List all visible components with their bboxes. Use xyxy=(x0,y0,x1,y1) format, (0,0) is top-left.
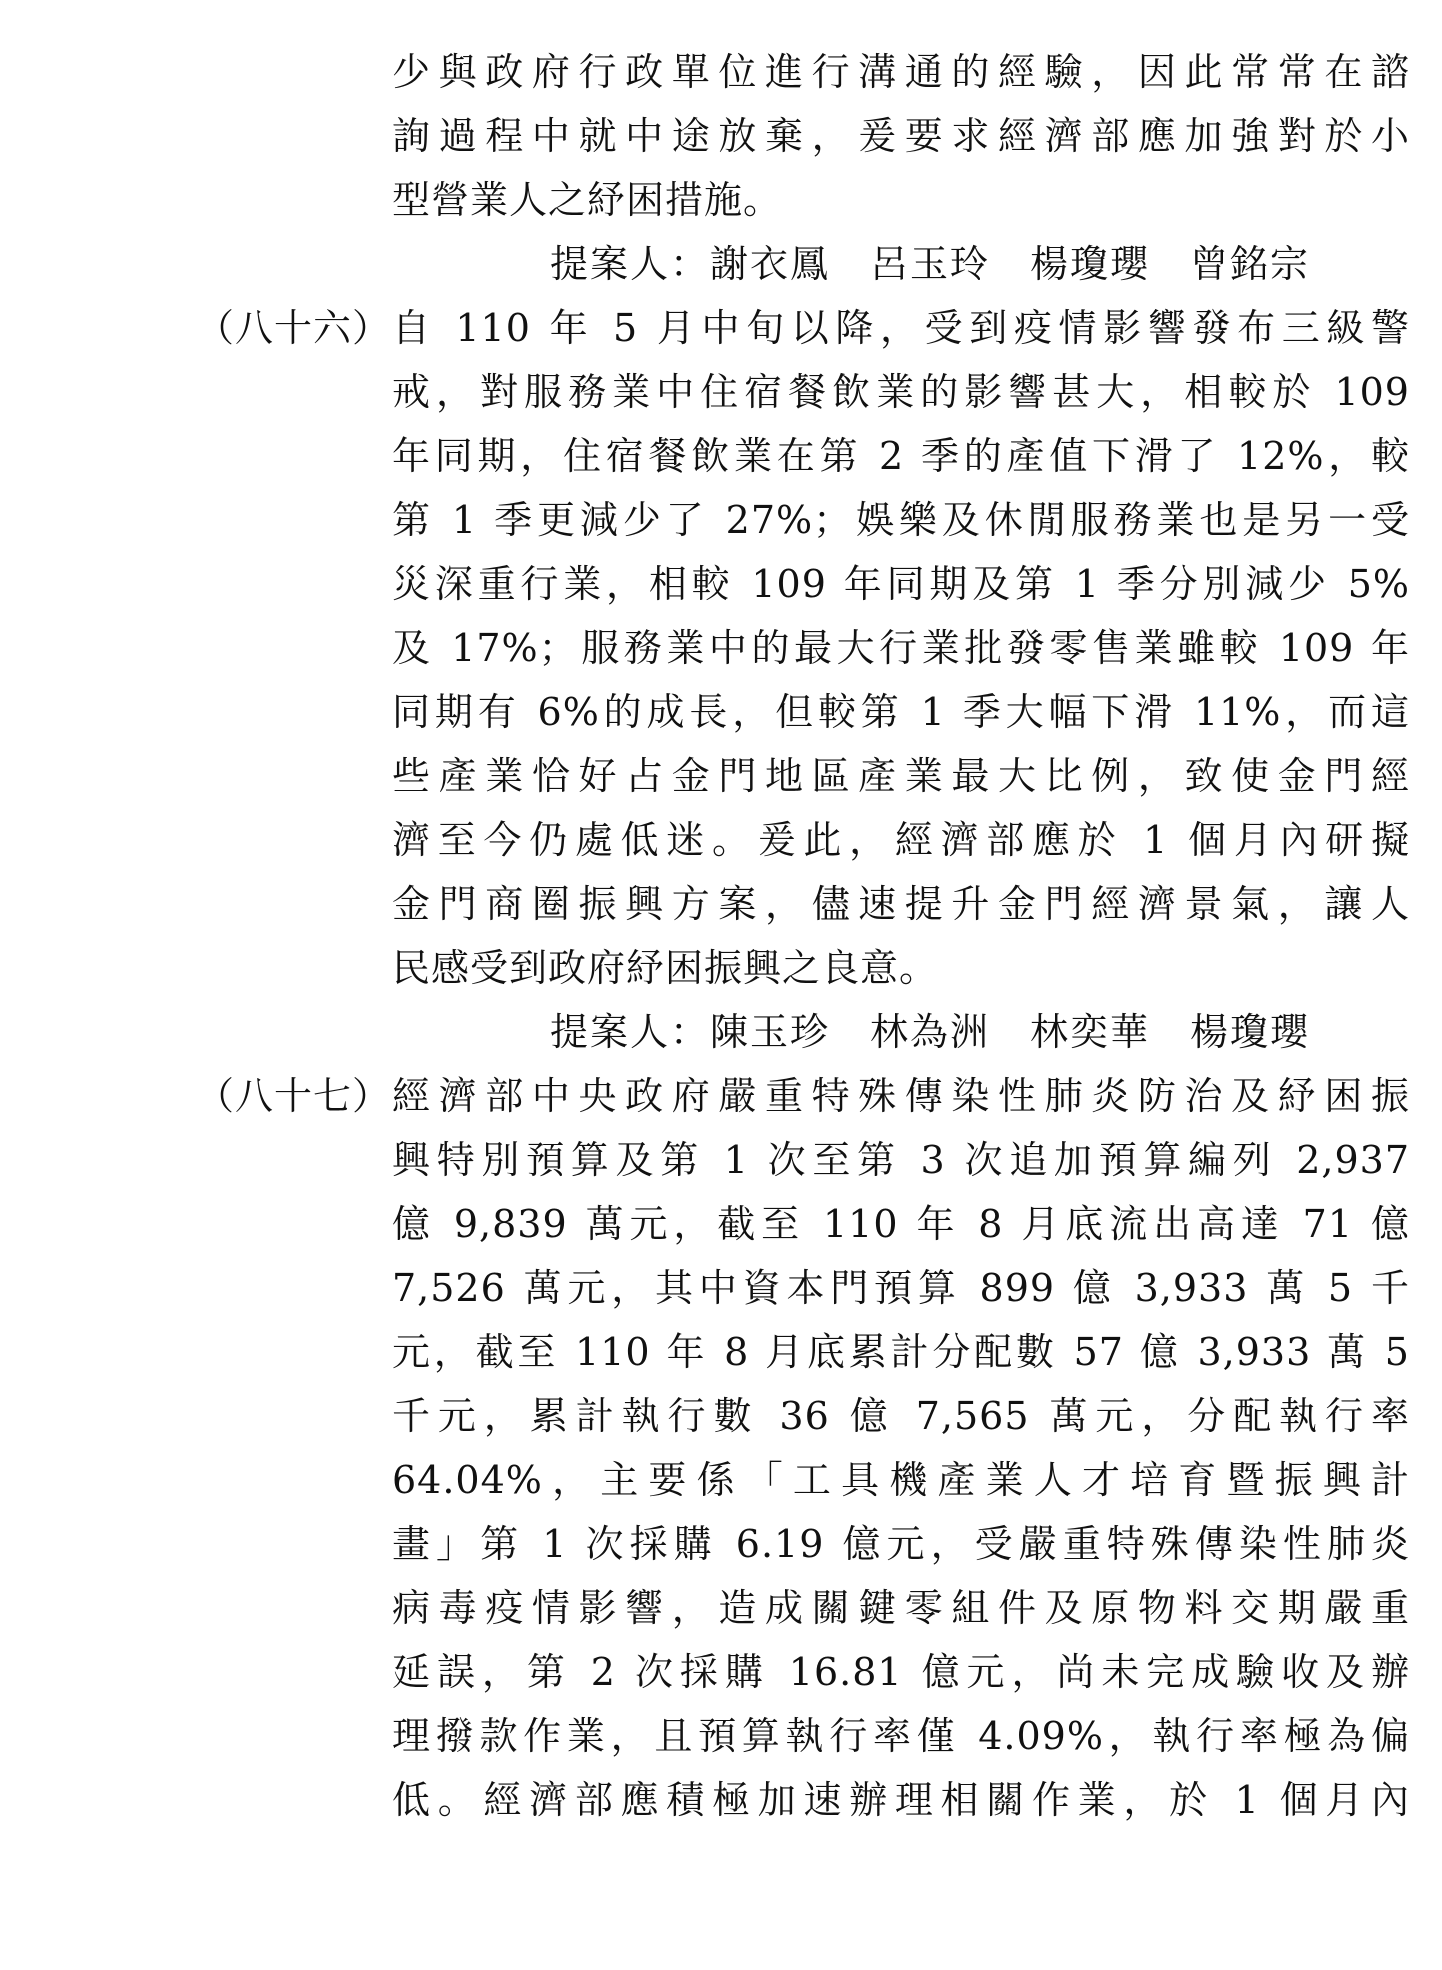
paragraph-line: 戒，對服務業中住宿餐飲業的影響甚大，相較於 109 xyxy=(392,370,1410,414)
proposer-signature: 提案人：謝衣鳳 呂玉玲 楊瓊瓔 曾銘宗 xyxy=(550,242,1311,286)
paragraph-line: 64.04%，主要係「工具機產業人才培育暨振興計 xyxy=(392,1458,1410,1502)
paragraph-line: 興特別預算及第 1 次至第 3 次追加預算編列 2,937 xyxy=(392,1138,1410,1182)
paragraph-line: 自 110 年 5 月中旬以降，受到疫情影響發布三級警 xyxy=(392,306,1410,350)
paragraph-line: 理撥款作業，且預算執行率僅 4.09%，執行率極為偏 xyxy=(392,1714,1410,1758)
paragraph-line: 經濟部中央政府嚴重特殊傳染性肺炎防治及紓困振 xyxy=(392,1074,1410,1118)
paragraph-line: 民感受到政府紓困振興之良意。 xyxy=(392,946,939,990)
paragraph-line: 少與政府行政單位進行溝通的經驗，因此常常在諮 xyxy=(392,50,1410,94)
paragraph-line: 金門商圈振興方案，儘速提升金門經濟景氣，讓人 xyxy=(392,882,1410,926)
paragraph-line: 濟至今仍處低迷。爰此，經濟部應於 1 個月內研擬 xyxy=(392,818,1410,862)
item-number: （八十七） xyxy=(196,1074,392,1118)
paragraph-line: 元，截至 110 年 8 月底累計分配數 57 億 3,933 萬 5 xyxy=(392,1330,1410,1374)
paragraph-line: 延誤，第 2 次採購 16.81 億元，尚未完成驗收及辦 xyxy=(392,1650,1410,1694)
paragraph-line: 災深重行業，相較 109 年同期及第 1 季分別減少 5% xyxy=(392,562,1410,606)
paragraph-line: 千元，累計執行數 36 億 7,565 萬元，分配執行率 xyxy=(392,1394,1410,1438)
paragraph-line: 些產業恰好占金門地區產業最大比例，致使金門經 xyxy=(392,754,1410,798)
paragraph-line: 億 9,839 萬元，截至 110 年 8 月底流出高達 71 億 xyxy=(392,1202,1410,1246)
paragraph-line: 7,526 萬元，其中資本門預算 899 億 3,933 萬 5 千 xyxy=(392,1266,1410,1310)
paragraph-line: 及 17%；服務業中的最大行業批發零售業雖較 109 年 xyxy=(392,626,1410,670)
paragraph-line: 病毒疫情影響，造成關鍵零組件及原物料交期嚴重 xyxy=(392,1586,1410,1630)
paragraph-line: 型營業人之紓困措施。 xyxy=(392,178,783,222)
paragraph-line: 第 1 季更減少了 27%；娛樂及休閒服務業也是另一受 xyxy=(392,498,1410,542)
proposer-signature: 提案人：陳玉珍 林為洲 林奕華 楊瓊瓔 xyxy=(550,1010,1311,1054)
paragraph-line: 低。經濟部應積極加速辦理相關作業，於 1 個月內 xyxy=(392,1778,1410,1822)
paragraph-line: 詢過程中就中途放棄，爰要求經濟部應加強對於小 xyxy=(392,114,1410,158)
item-number: （八十六） xyxy=(196,306,392,350)
paragraph-line: 年同期，住宿餐飲業在第 2 季的產值下滑了 12%，較 xyxy=(392,434,1410,478)
paragraph-line: 同期有 6%的成長，但較第 1 季大幅下滑 11%，而這 xyxy=(392,690,1410,734)
paragraph-line: 畫」第 1 次採購 6.19 億元，受嚴重特殊傳染性肺炎 xyxy=(392,1522,1410,1566)
